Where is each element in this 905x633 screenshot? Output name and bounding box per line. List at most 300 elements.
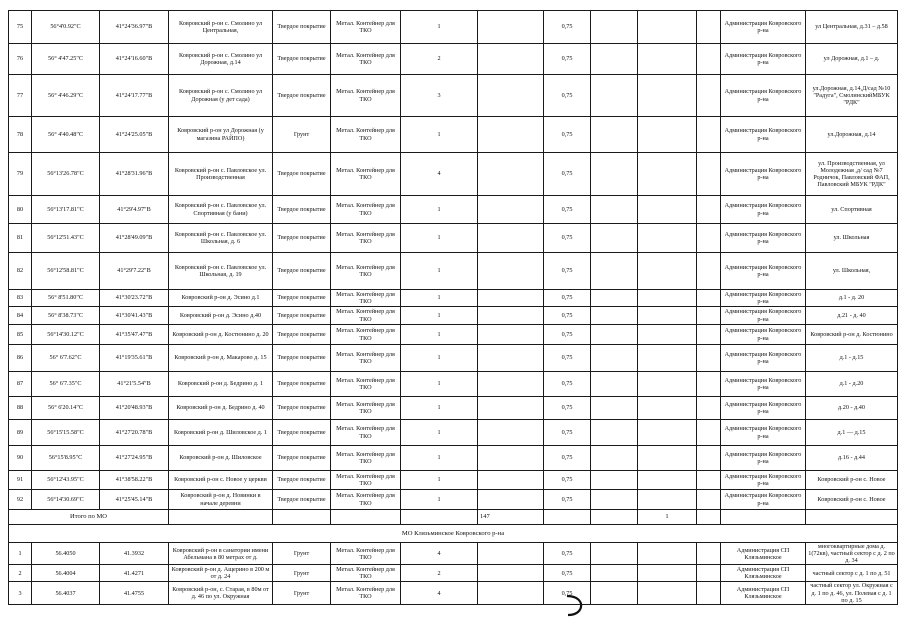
cell-addr: Ковровский р-он, с. Старая, в 80м от д. 46 по ул. Окружная [169, 582, 273, 604]
cell-count: 1 [401, 224, 478, 253]
table-row [9, 196, 898, 224]
cell-vol: 0,75 [544, 345, 591, 372]
empty-cell [638, 253, 697, 290]
cell-source: Ковровский р-он с. Новое [806, 490, 898, 510]
cell-n: 76 [9, 44, 32, 75]
empty-cell [697, 224, 721, 253]
cell-type: Метал. Контейнер для ТКО [331, 325, 401, 345]
table-row [9, 565, 898, 582]
cell-source: ул Центральная, д.31 – д.58 [806, 11, 898, 44]
cell-type: Метал. Контейнер для ТКО [331, 372, 401, 397]
cell-surface: Твердое покрытие [273, 196, 331, 224]
cell-count: 1 [401, 307, 478, 325]
empty-cell [638, 420, 697, 446]
empty-cell [697, 196, 721, 224]
table-row [9, 44, 898, 75]
cell-lat: 56° 6'20.14"С [32, 397, 100, 420]
table-row [9, 543, 898, 565]
cell-lat: 56°15'8.95"С [32, 446, 100, 471]
cell-count: 4 [401, 582, 478, 604]
cell-n: 79 [9, 153, 32, 196]
cell-addr: Ковровский р-он д. Макарово д. 15 [169, 345, 273, 372]
cell-addr: Ковровский р-он д. Новинки в начале деревни [169, 490, 273, 510]
cell-lon: 41.3932 [100, 543, 169, 565]
cell-addr: Ковровский р-он ул Дорожная (у магазина РАЙПО) [169, 117, 273, 153]
cell-vol: 0,75 [544, 224, 591, 253]
table-row [9, 345, 898, 372]
cell-count: 2 [401, 44, 478, 75]
empty-cell [478, 196, 544, 224]
empty-cell [478, 397, 544, 420]
total-label: Итого по МО [9, 510, 169, 525]
cell-n: 82 [9, 253, 32, 290]
empty-cell [478, 490, 544, 510]
cell-owner: Администрация Ковровского р-на [721, 196, 806, 224]
cell-lon: 41°19'35.61"В [100, 345, 169, 372]
empty-cell [591, 75, 638, 117]
empty-cell [697, 565, 721, 582]
total-row [9, 510, 898, 525]
empty-cell [478, 44, 544, 75]
cell-addr: Ковровский р-он д. Ащерино в 200 м от д. 24 [169, 565, 273, 582]
cell-source: ул. Школьная, [806, 253, 898, 290]
empty-cell [638, 290, 697, 307]
empty-cell [478, 582, 544, 604]
cell-n: 1 [9, 543, 32, 565]
empty-cell [591, 345, 638, 372]
cell-lat: 56° 8'51.80"С [32, 290, 100, 307]
empty-cell [638, 582, 697, 604]
cell-source: многоквартирные дома д. 1(72кв), частный сектор с д. 2 по д. 34 [806, 543, 898, 565]
table-row [9, 253, 898, 290]
cell-n: 90 [9, 446, 32, 471]
cell-addr: Ковровский р-он с. Павловское ул. Школьная, д. 19 [169, 253, 273, 290]
cell-vol: 0,75 [544, 565, 591, 582]
table-row [9, 75, 898, 117]
cell-count: 4 [401, 153, 478, 196]
cell-addr: Ковровский р-он д. Шиловское [169, 446, 273, 471]
cell-owner: Администрация Ковровского р-на [721, 420, 806, 446]
empty-cell [478, 153, 544, 196]
empty-cell [478, 224, 544, 253]
cell-surface: Твердое покрытие [273, 11, 331, 44]
empty-cell [591, 565, 638, 582]
empty-cell [638, 446, 697, 471]
empty-cell [478, 117, 544, 153]
cell-source: частный сектор с д. 1 по д. 51 [806, 565, 898, 582]
empty-cell [638, 307, 697, 325]
section-title: МО Клязьминское Ковровского р-на [9, 525, 898, 543]
total-count: 147 [478, 510, 544, 525]
cell-type: Метал. Контейнер для ТКО [331, 543, 401, 565]
cell-vol: 0,75 [544, 471, 591, 490]
cell-source: д.1 - д.15 [806, 345, 898, 372]
empty-cell [638, 397, 697, 420]
cell-n: 87 [9, 372, 32, 397]
cell-type: Метал. Контейнер для ТКО [331, 582, 401, 604]
register-sheet [8, 10, 897, 605]
cell-lat: 56° 4'40.48"С [32, 117, 100, 153]
cell-type: Метал. Контейнер для ТКО [331, 397, 401, 420]
table-row [9, 11, 898, 44]
cell-addr: Ковровский р-он д. Эсино д.40 [169, 307, 273, 325]
cell-lon: 41°29'7.22"В [100, 253, 169, 290]
cell-lon: 41°24'36.97"В [100, 11, 169, 44]
cell-surface: Твердое покрытие [273, 420, 331, 446]
cell-source: ул. Школьная [806, 224, 898, 253]
cell-type: Метал. Контейнер для ТКО [331, 253, 401, 290]
cell-surface: Грунт [273, 582, 331, 604]
empty-cell [638, 565, 697, 582]
cell-surface: Твердое покрытие [273, 44, 331, 75]
empty-cell [697, 420, 721, 446]
cell-type: Метал. Контейнер для ТКО [331, 153, 401, 196]
cell-count: 1 [401, 471, 478, 490]
cell-n: 92 [9, 490, 32, 510]
cell-type: Метал. Контейнер для ТКО [331, 490, 401, 510]
cell-owner: Администрация Ковровского р-на [721, 117, 806, 153]
cell-owner: Администрация Ковровского р-на [721, 75, 806, 117]
cell-n: 83 [9, 290, 32, 307]
table-row [9, 117, 898, 153]
table-row [9, 397, 898, 420]
empty-cell [591, 11, 638, 44]
cell-owner: Администрация Ковровского р-на [721, 490, 806, 510]
empty-cell [697, 325, 721, 345]
cell-lon: 41°20'48.93"В [100, 397, 169, 420]
cell-count: 1 [401, 117, 478, 153]
cell-count: 4 [401, 543, 478, 565]
cell-lon: 41°35'47.47"В [100, 325, 169, 345]
cell-surface: Твердое покрытие [273, 372, 331, 397]
cell-addr: Ковровский р-он д. Эсино д.1 [169, 290, 273, 307]
empty-cell [478, 543, 544, 565]
cell-lon: 41°29'4.97"В [100, 196, 169, 224]
cell-owner: Администрация СП Клязьминское [721, 565, 806, 582]
table-row [9, 290, 898, 307]
empty-cell [591, 196, 638, 224]
cell-count: 3 [401, 75, 478, 117]
cell-lat: 56° 8'38.73"С [32, 307, 100, 325]
cell-n: 80 [9, 196, 32, 224]
cell-n: 81 [9, 224, 32, 253]
table-row [9, 372, 898, 397]
empty-cell [638, 490, 697, 510]
cell-owner: Администрация Ковровского р-на [721, 11, 806, 44]
empty-cell [591, 490, 638, 510]
table-row [9, 471, 898, 490]
empty-cell [591, 224, 638, 253]
cell-owner: Администрация Ковровского р-на [721, 345, 806, 372]
cell-owner: Администрация Ковровского р-на [721, 253, 806, 290]
cell-surface: Твердое покрытие [273, 307, 331, 325]
cell-owner: Администрация Ковровского р-на [721, 224, 806, 253]
cell-source: ул. Спортивная [806, 196, 898, 224]
empty-cell [697, 582, 721, 604]
cell-addr: Ковровский р-он в санатории имени Абельмана в 80 метрах от д. [169, 543, 273, 565]
empty-cell [697, 543, 721, 565]
empty-cell [478, 565, 544, 582]
cell-vol: 0,75 [544, 307, 591, 325]
cell-addr: Ковровский р-он с. Новое у церкви [169, 471, 273, 490]
table-row [9, 490, 898, 510]
empty-cell [591, 117, 638, 153]
cell-owner: Администрация Ковровского р-на [721, 153, 806, 196]
table-row [9, 420, 898, 446]
total-extra: 1 [638, 510, 697, 525]
empty-cell [697, 307, 721, 325]
empty-cell [638, 117, 697, 153]
cell-n: 75 [9, 11, 32, 44]
empty-cell [697, 490, 721, 510]
cell-owner: Администрация Ковровского р-на [721, 372, 806, 397]
cell-lat: 56.4050 [32, 543, 100, 565]
table-row [9, 224, 898, 253]
cell-lon: 41°25'45.14"В [100, 490, 169, 510]
empty-cell [638, 372, 697, 397]
cell-lat: 56° 6'7.35"С [32, 372, 100, 397]
cell-n: 78 [9, 117, 32, 153]
empty-cell [591, 543, 638, 565]
empty-cell [478, 446, 544, 471]
cell-source: д.1 - д. 20 [806, 290, 898, 307]
cell-addr: Ковровский р-он с. Павловское ул. Спортивная (у бани) [169, 196, 273, 224]
cell-surface: Твердое покрытие [273, 253, 331, 290]
cell-lat: 56°14'30.12"С [32, 325, 100, 345]
cell-surface: Твердое покрытие [273, 345, 331, 372]
cell-count: 1 [401, 372, 478, 397]
cell-surface: Грунт [273, 117, 331, 153]
empty-cell [638, 44, 697, 75]
cell-count: 1 [401, 325, 478, 345]
cell-lon: 41°24'16.60"В [100, 44, 169, 75]
cell-count: 1 [401, 397, 478, 420]
cell-n: 77 [9, 75, 32, 117]
cell-vol: 0,75 [544, 153, 591, 196]
cell-vol: 0,75 [544, 490, 591, 510]
empty-cell [638, 196, 697, 224]
cell-source: д.16 - д.44 [806, 446, 898, 471]
cell-n: 3 [9, 582, 32, 604]
cell-type: Метал. Контейнер для ТКО [331, 446, 401, 471]
cell-type: Метал. Контейнер для ТКО [331, 565, 401, 582]
empty-cell [478, 325, 544, 345]
cell-count: 1 [401, 446, 478, 471]
section-header-row [9, 525, 898, 543]
cell-owner: Администрация Ковровского р-на [721, 44, 806, 75]
cell-count: 1 [401, 11, 478, 44]
cell-vol: 0,75 [544, 253, 591, 290]
cell-vol: 0,75 [544, 397, 591, 420]
cell-lon: 41.4271 [100, 565, 169, 582]
empty-cell [478, 75, 544, 117]
cell-source: ул.Дорожная, д.14 [806, 117, 898, 153]
empty-cell [697, 117, 721, 153]
cell-lat: 56° 6'7.62"С [32, 345, 100, 372]
cell-count: 1 [401, 196, 478, 224]
cell-count: 1 [401, 290, 478, 307]
cell-n: 89 [9, 420, 32, 446]
cell-source: Ковровский р-он д. Костюнино [806, 325, 898, 345]
cell-type: Метал. Контейнер для ТКО [331, 117, 401, 153]
cell-source: Ковровский р-он с. Новое [806, 471, 898, 490]
cell-surface: Твердое покрытие [273, 397, 331, 420]
empty-cell [591, 397, 638, 420]
empty-cell [478, 471, 544, 490]
cell-type: Метал. Контейнер для ТКО [331, 196, 401, 224]
cell-surface: Твердое покрытие [273, 153, 331, 196]
empty-cell [478, 345, 544, 372]
cell-type: Метал. Контейнер для ТКО [331, 75, 401, 117]
empty-cell [478, 253, 544, 290]
empty-cell [591, 290, 638, 307]
empty-cell [478, 307, 544, 325]
cell-surface: Грунт [273, 565, 331, 582]
empty-cell [591, 372, 638, 397]
cell-vol: 0,75 [544, 75, 591, 117]
cell-lat: 56°12'43.95"С [32, 471, 100, 490]
cell-surface: Твердое покрытие [273, 471, 331, 490]
cell-count: 1 [401, 345, 478, 372]
cell-addr: Ковровский р-он с. Павловское ул. Производственная [169, 153, 273, 196]
cell-addr: Ковровский р-он с. Смолино ул Центральная, [169, 11, 273, 44]
cell-addr: Ковровский р-он д. Костюнино д. 20 [169, 325, 273, 345]
cell-n: 88 [9, 397, 32, 420]
cell-lon: 41°38'58.22"В [100, 471, 169, 490]
cell-lon: 41°21'5.54"В [100, 372, 169, 397]
empty-cell [697, 44, 721, 75]
cell-lon: 41°28'49.09"В [100, 224, 169, 253]
cell-n: 84 [9, 307, 32, 325]
empty-cell [638, 11, 697, 44]
cell-owner: Администрация Ковровского р-на [721, 290, 806, 307]
cell-owner: Администрация Ковровского р-на [721, 471, 806, 490]
cell-lon: 41°30'41.43"В [100, 307, 169, 325]
cell-vol: 0,75 [544, 543, 591, 565]
cell-source: д.21 - д. 40 [806, 307, 898, 325]
cell-n: 85 [9, 325, 32, 345]
cell-vol: 0,75 [544, 290, 591, 307]
empty-cell [478, 372, 544, 397]
cell-source: д.1 - д.20 [806, 372, 898, 397]
cell-lat: 56° 4'47.25"С [32, 44, 100, 75]
empty-cell [638, 325, 697, 345]
empty-cell [697, 11, 721, 44]
cell-lon: 41.4755 [100, 582, 169, 604]
empty-cell [697, 372, 721, 397]
cell-surface: Твердое покрытие [273, 290, 331, 307]
cell-lat: 56°13'17.81"С [32, 196, 100, 224]
table-row [9, 446, 898, 471]
cell-surface: Твердое покрытие [273, 224, 331, 253]
cell-lat: 56°12'51.43"С [32, 224, 100, 253]
cell-type: Метал. Контейнер для ТКО [331, 44, 401, 75]
empty-cell [591, 420, 638, 446]
cell-vol: 0,75 [544, 446, 591, 471]
cell-lon: 41°30'23.72"В [100, 290, 169, 307]
empty-cell [478, 11, 544, 44]
cell-source: ул. Производственная, ул Молодежная ,д/ сад №7 Родничок, Павловский ФАП, Павловский МБУК "РДК" [806, 153, 898, 196]
cell-owner: Администрация Ковровского р-на [721, 325, 806, 345]
cell-n: 86 [9, 345, 32, 372]
cell-lat: 56.4004 [32, 565, 100, 582]
empty-cell [697, 397, 721, 420]
cell-vol: 0,75 [544, 11, 591, 44]
cell-owner: Администрация СП Клязьминское [721, 582, 806, 604]
cell-source: ул.Дорожная, д.14,Д/сад №10 "Радуга", СмолинскийМБУК "РДК" [806, 75, 898, 117]
cell-owner: Администрация Ковровского р-на [721, 397, 806, 420]
cell-surface: Грунт [273, 543, 331, 565]
empty-cell [697, 290, 721, 307]
empty-cell [478, 420, 544, 446]
empty-cell [638, 345, 697, 372]
table-row [9, 307, 898, 325]
cell-owner: Администрация СП Клязьминское [721, 543, 806, 565]
cell-vol: 0,75 [544, 372, 591, 397]
cell-count: 2 [401, 565, 478, 582]
cell-addr: Ковровский р-он с. Смолино ул Дорожная (у дет сада) [169, 75, 273, 117]
empty-cell [638, 543, 697, 565]
waste-sites-table [8, 10, 898, 605]
cell-lon: 41°27'20.78"В [100, 420, 169, 446]
cell-addr: Ковровский р-он д. Бедрино д. 40 [169, 397, 273, 420]
cell-addr: Ковровский р-он с. Павловское ул. Школьная, д. 6 [169, 224, 273, 253]
empty-cell [697, 345, 721, 372]
cell-addr: Ковровский р-он с. Смолино ул Дорожная, д.14 [169, 44, 273, 75]
cell-type: Метал. Контейнер для ТКО [331, 307, 401, 325]
cell-count: 1 [401, 490, 478, 510]
cell-n: 2 [9, 565, 32, 582]
cell-source: д.1 — д.15 [806, 420, 898, 446]
empty-cell [697, 446, 721, 471]
cell-vol: 0,75 [544, 44, 591, 75]
cell-type: Метал. Контейнер для ТКО [331, 471, 401, 490]
cell-vol: 0,75 [544, 582, 591, 604]
cell-lat: 56° 4'46.29"С [32, 75, 100, 117]
empty-cell [697, 471, 721, 490]
empty-cell [638, 224, 697, 253]
empty-cell [591, 253, 638, 290]
cell-vol: 0,75 [544, 196, 591, 224]
cell-count: 1 [401, 420, 478, 446]
empty-cell [591, 325, 638, 345]
cell-source: д.20 - д.40 [806, 397, 898, 420]
cell-lon: 41°28'31.96"В [100, 153, 169, 196]
empty-cell [697, 253, 721, 290]
cell-addr: Ковровский р-он д. Шиловское д. 1 [169, 420, 273, 446]
empty-cell [697, 75, 721, 117]
empty-cell [638, 153, 697, 196]
cell-surface: Твердое покрытие [273, 75, 331, 117]
cell-type: Метал. Контейнер для ТКО [331, 11, 401, 44]
cell-surface: Твердое покрытие [273, 446, 331, 471]
cell-owner: Администрация Ковровского р-на [721, 446, 806, 471]
cell-lon: 41°24'25.05"В [100, 117, 169, 153]
empty-cell [591, 44, 638, 75]
cell-lon: 41°27'24.95"В [100, 446, 169, 471]
empty-cell [591, 307, 638, 325]
cell-type: Метал. Контейнер для ТКО [331, 420, 401, 446]
cell-surface: Твердое покрытие [273, 325, 331, 345]
empty-cell [638, 75, 697, 117]
empty-cell [478, 290, 544, 307]
empty-cell [591, 153, 638, 196]
cell-lat: 56.4037 [32, 582, 100, 604]
cell-surface: Твердое покрытие [273, 490, 331, 510]
cell-addr: Ковровский р-он д. Бедрино д. 1 [169, 372, 273, 397]
cell-owner: Администрация Ковровского р-на [721, 307, 806, 325]
cell-count: 1 [401, 253, 478, 290]
